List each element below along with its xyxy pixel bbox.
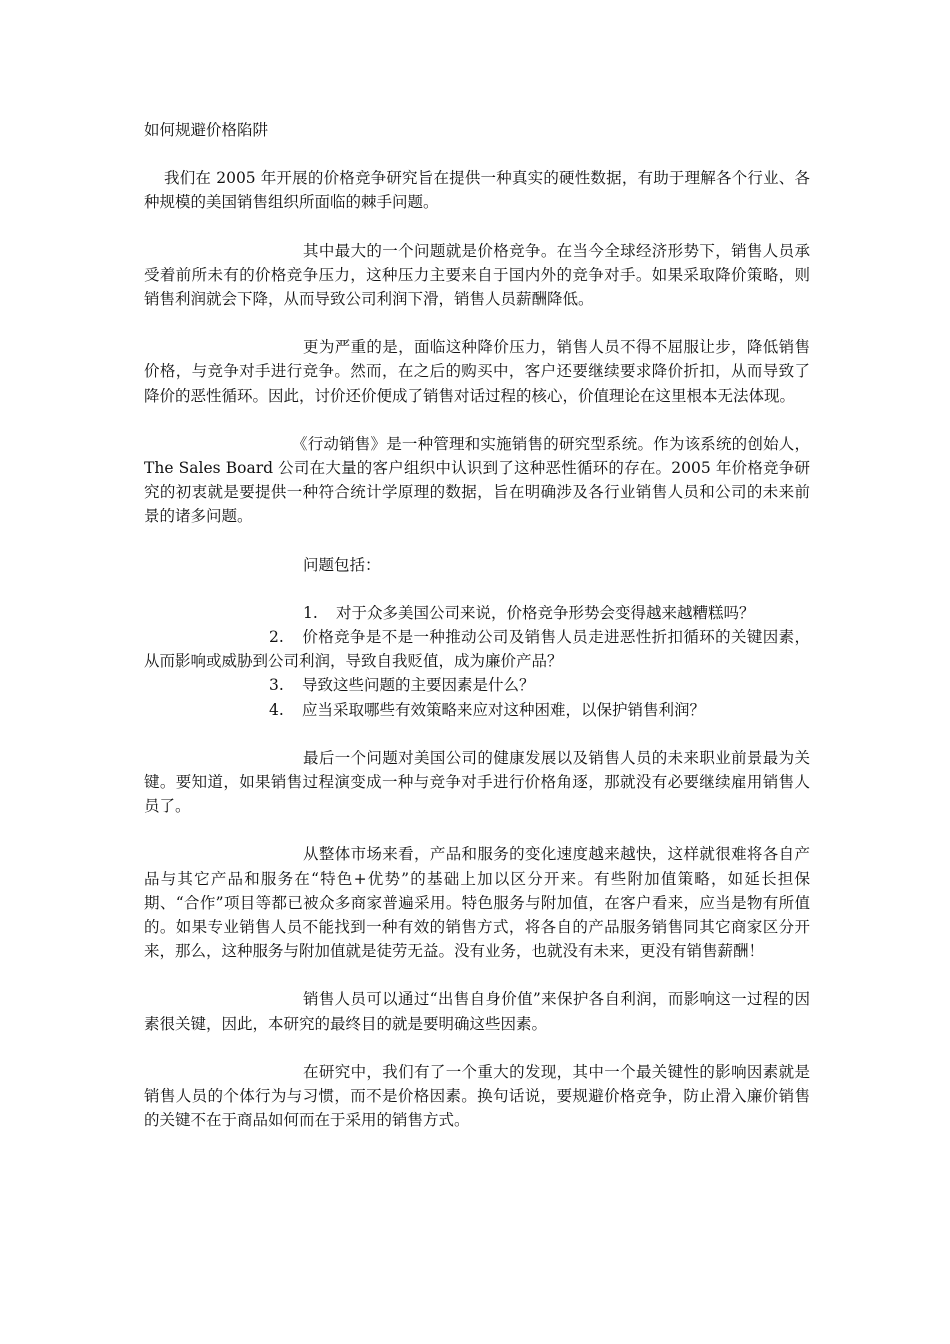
- list-item-number: 3.: [269, 676, 284, 695]
- paragraph-price-competition: 其中最大的一个问题就是价格竞争。在当今全球经济形势下，销售人员承受着前所未有的价格竞争压力，这种压力主要来自于国内外的竞争对手。如果采取降价策略，则销售利润就会下降，从而导致公司利润下滑，销售人员薪酬降低。: [144, 241, 810, 309]
- list-item: [144, 601, 810, 625]
- paragraph-key-question: 最后一个问题对美国公司的健康发展以及销售人员的未来职业前景最为关键。要知道，如果销售过程演变成一种与竞争对手进行价格角逐，那就没有必要继续雇用销售人员了。: [144, 748, 810, 816]
- paragraph-selling-value: 销售人员可以通过“出售自身价值”来保护各自利润，而影响这一过程的因素很关键，因此，本研究的最终目的就是要明确这些因素。: [144, 990, 810, 1033]
- list-item-text: 应当采取哪些有效策略来应对这种困难，以保护销售利润？: [302, 700, 706, 719]
- list-item-number: 1.: [303, 603, 318, 622]
- paragraph-market-differentiation: 从整体市场来看，产品和服务的变化速度越来越快，这样就很难将各自产品与其它产品和服务在“特色+优势”的基础上加以区分开来。有些附加值策略，如延长担保期、“合作”项目等都已被众多商家普遍采用。特色服务与附加值，在客户看来，应当是物有所值的。如果专业销售人员不能找到一种有效的销售方式，将各自的产品服务销售同其它商家区分开来，那么，这种服务与附加值就是徒劳无益。没有业务，也就没有未来，更没有销售薪酬！: [144, 845, 810, 961]
- questions-list: [144, 601, 810, 722]
- list-item-number: 4.: [269, 700, 284, 719]
- list-item-text: 对于众多美国公司来说，价格竞争形势会变得越来越糟糕吗？: [336, 603, 755, 622]
- document-page: [144, 118, 810, 1133]
- paragraph-vicious-cycle: 更为严重的是，面临这种降价压力，销售人员不得不屈服让步，降低销售价格，与竞争对手进行竞争。然而，在之后的购买中，客户还要继续要求降价折扣，从而导致了降价的恶性循环。因此，讨价还价便成了销售对话过程的核心，价值理论在这里根本无法体现。: [144, 338, 810, 405]
- list-item: [144, 673, 810, 697]
- list-item-text: 价格竞争是不是一种推动公司及销售人员走进恶性折扣循环的关键因素，从而影响或威胁到公司利润，导致自我贬值，成为廉价产品？: [144, 628, 810, 671]
- document-title: 如何规避价格陷阱: [144, 121, 269, 139]
- list-item-text: 导致这些问题的主要因素是什么？: [302, 676, 535, 695]
- paragraph-key-finding: 在研究中，我们有了一个重大的发现，其中一个最关键性的影响因素就是销售人员的个体行为与习惯，而不是价格因素。换句话说，要规避价格竞争，防止滑入廉价销售的关键不在于商品如何而在于采用的销售方式。: [144, 1062, 810, 1130]
- paragraph-action-selling: 《行动销售》是一种管理和实施销售的研究型系统。作为该系统的创始人，The Sales Board 公司在大量的客户组织中认识到了这种恶性循环的存在。2005 年价格竞争研究的初衷就是要提供一种符合统计学原理的数据，旨在明确涉及各行业销售人员和公司的未来前景的诸多问题。: [144, 434, 810, 526]
- paragraph-questions-intro: 问题包括：: [303, 555, 381, 574]
- list-item-number: 2.: [269, 628, 284, 647]
- paragraph-intro: 我们在 2005 年开展的价格竞争研究旨在提供一种真实的硬性数据，有助于理解各个行业、各种规模的美国销售组织所面临的棘手问题。: [144, 169, 810, 212]
- list-item: [144, 698, 810, 722]
- list-item: [144, 625, 810, 673]
